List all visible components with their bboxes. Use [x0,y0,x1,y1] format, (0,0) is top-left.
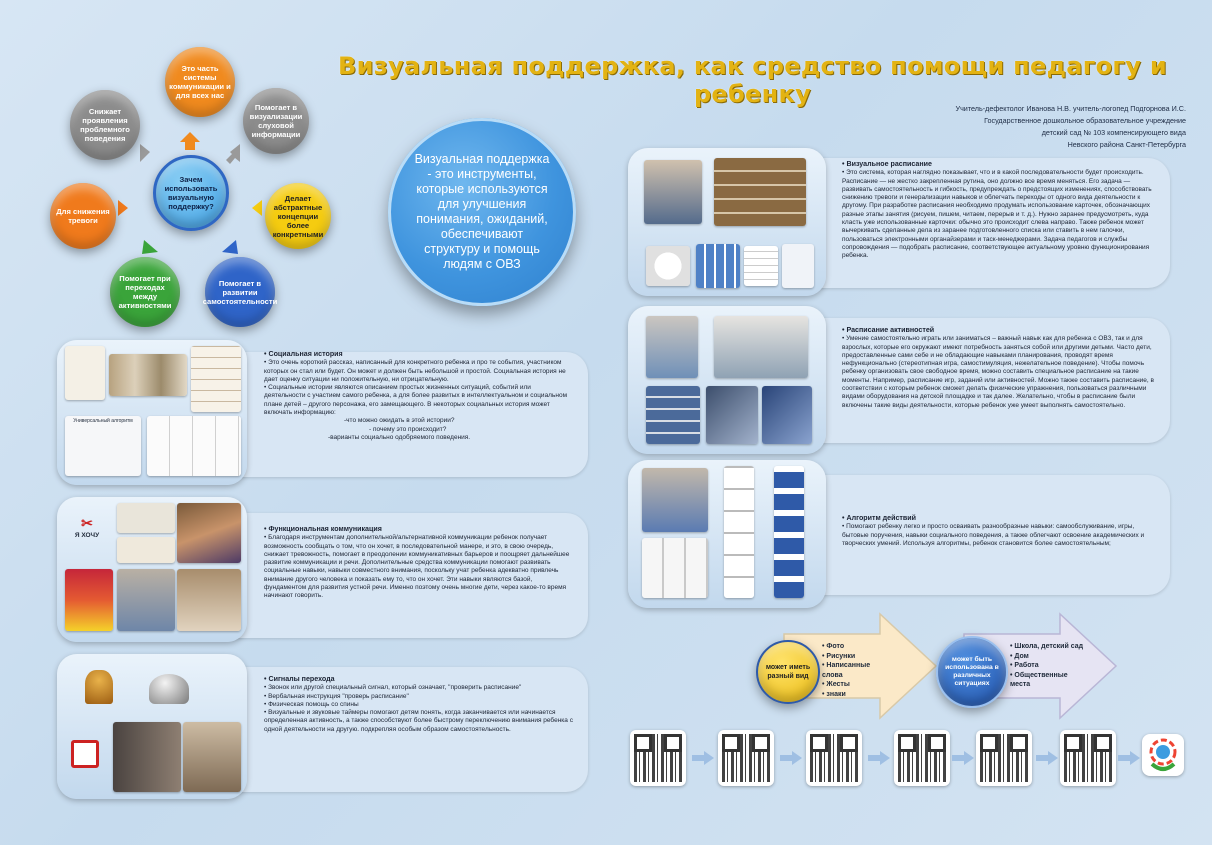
kindergarten-logo [1142,734,1184,776]
schedule-strip-image [696,244,740,288]
author-line: Государственное дошкольное образовательное учреждение [984,116,1186,125]
diagram-node-independence [202,257,278,327]
visual-schedule-p1: Это система, которая наглядно показывает, что и в какой последовательности будет происходить. Расписание — не жестко закрепленная рутина, оно должно все время меняться. Его задача — развивать самостоятельность и гибкость, предупреждать о предстоящих изменениях, способствовать снижению тревоги и генерализации навыков и облегчать переходы от одного вида деятельности к другому. При разработке расписания необходимо продумать использование карточек, обозначающих разные этапы занятия (рисуем, пишем, читаем, перерыв и т. д.). Нужно заранее предусмотреть, куда класть уже использованные карточки: обычно это происходит слева направо. Также ребенок может вычеркивать сделанные дела из заранее подготовленного списка или ставить в нем галочки, пользоваться электронными органайзерами и таск-менеджерами. Задача педагогов и службы сопровождения — подобрать расписание, соответствующее актуальному уровню функционирования ребенка. [842,169,1152,260]
situations-item: • Общественные места [1010,671,1088,690]
algorithm-heading: Алгоритм действий [846,514,916,522]
diagram-center [153,155,229,231]
activity-schedule-p1: Умение самостоятельно играть или заниматься – важный навык как для ребенка с ОВЗ, так и для взрослых, которые его окружают имеют потребность заняться собой или другими детьми. Часто дети, предоставленные сами себе и не обладающие навыками планирования, проводят время нефункционально (стереотипная игра, самостимуляция, нежелательное поведение). Чтобы помочь ребенку организовать свое свободное время, можно составить специальное расписание на такие моменты. Например, расписание игр, заданий или активностей. Можно также составить расписание, в соответствии с которым ребенок сможет делать физические упражнения, пользоваться различными видами оборудования на детской площадке и так далее. Желательно, чтобы в расписание были включены такие виды деятельности, которые ребенок уже умеет выполнять самостоятельно. [842,335,1154,409]
diagram-center-text: Зачем использовать визуальную поддержку? [164,175,218,211]
universal-algorithm-image [65,416,141,476]
forms-list [822,642,892,699]
cards-photo [117,503,175,533]
diagram-node-abstract [265,183,331,249]
forms-circle-text: может иметь разный вид [765,664,811,680]
folder-photo [706,386,758,444]
checklist-image [744,246,778,286]
definition-text: Визуальная поддержка - это инструменты, которые используются для улучшения понимания, ожиданий, обеспечивают структуру и помощь людям с ОВЗ [414,152,550,271]
social-story-text: • Социальная история • Это очень короткий рассказ, написанный для конкретного ребенка и про те события, участником которых он стал или будет. Он может и должен быть небольшой и простой. Социальная история не дает оценку ситуации ни положительную, ни отрицательную. • Социальные истории являются описанием простых жизненных ситуаций, событий или деятельности с участием самого ребенка, а для более развитых в интеллектуальном и социальном плане детей – другого персонажа, его замещающего. В некоторых социальных история может включать информацию: -что можно ожидать в этой истории? - почему это происходит? -варианты социально одобряемого поведения. [264,350,574,442]
signal-item: Вербальная инструкция "проверь расписание" [268,692,409,700]
forms-item: • Написанные слова [822,661,892,680]
functional-communication-images [57,497,247,642]
activity-schedule-text: • Расписание активностей • Умение самостоятельно играть или заниматься – важный навык как для ребенка с ОВЗ, так и для взрослых, которые его окружают имеют потребность заняться собой или другими детьми. Часто дети, предоставленные сами себе и не обладающие навыками планирования, проводят время нефункционально (стереотипная игра, самостимуляция, нежелательное поведение). Чтобы помочь ребенку организовать свое свободное время, можно составить специальное расписание на такие моменты. Например, расписание игр, заданий или активностей. Можно также составить расписание, в соответствии с которым ребенок сможет делать физические упражнения, пользоваться различными видами оборудования на детской площадке и так далее. Желательно, чтобы в расписание были включены такие виды деятельности, которые ребенок уже умеет выполнять самостоятельно. [842,326,1154,409]
poster-title: Визуальная поддержка, как средство помощи педагогу и ребенку [338,52,1167,108]
diagram-node-anxiety [50,183,116,249]
desk-bell-icon [149,674,189,704]
forms-item: • Рисунки [822,652,892,662]
arrow-icon [1118,751,1140,765]
teacher-photo [177,503,241,563]
signal-item: Визуальные и звуковые таймеры помогают детям понять, когда заканчивается или начинается определенная активность, а также способствуют более быстрому переключению внимания ребенка с одной деятельности на другую. подкрепляя особым образом самостоятельность. [264,709,573,733]
why-diagram [40,40,340,340]
qr-code[interactable] [806,730,862,786]
arrow-icon [780,751,802,765]
author-line: детский сад № 103 компенсирующего вида [1041,128,1186,137]
classroom-shelves-photo [714,316,808,378]
signal-item: Звонок или другой специальный сигнал, который означает, "проверить расписание" [268,684,522,692]
diagram-node-auditory [243,88,309,154]
diagram-node-text: Помогает в визуализации слуховой информации [249,103,303,139]
sequence-cards-image [642,538,708,598]
phone-app-image [782,244,814,288]
social-story-p2: Социальные истории являются описанием простых жизненных ситуаций, событий или деятельности с участием самого ребенка, а для более развитых в интеллектуальном и социальном плане детей – другого персонажа, его замещающего. В некоторых социальных история может включать информацию: [264,384,568,417]
emotion-cards-image [191,346,241,412]
author-line: Учитель-дефектолог Иванова Н.В. учитель-логопед Подгорнова И.С. [955,104,1186,113]
social-story-photo-strip [109,354,187,396]
diagram-node-text: Снижает проявления проблемного поведения [80,107,130,143]
diagram-node-text: Делает абстрактные концепции более конкретными [272,193,324,239]
schedule-board-photo [714,158,806,226]
activity-schedule-heading: Расписание активностей [846,326,935,334]
signal-item: Физическая помощь со спины [268,700,359,708]
situations-item: • Школа, детский сад [1010,642,1088,652]
child-floor-photo [177,569,241,631]
social-story-p1: Это очень короткий рассказ, написанный для конкретного ребенка и про те события, участником которых он стал или будет. Он может и должен быть небольшой и простой. Социальная история не дает оценку ситуации ни положительную, ни отрицательную. [264,359,566,383]
situations-circle [936,636,1008,708]
diagram-node-text: Помогает при переходах между активностями [118,274,172,310]
visual-schedule-images [628,148,826,296]
situations-item: • Работа [1010,661,1088,671]
social-story-images [57,340,247,485]
forms-item: • знаки [822,690,892,700]
bell-icon [85,670,113,704]
child-at-board-photo [644,160,702,224]
universal-algorithm-label: Универсальный алгоритм [73,418,133,424]
arrow-icon [868,751,890,765]
author-line: Невского района Санкт-Петербурга [1067,140,1186,149]
diagram-node-text: Для снижения тревоги [56,207,110,225]
qr-code[interactable] [894,730,950,786]
cards-photo-2 [117,537,175,563]
diagram-node-behavior [70,90,140,160]
binder-photo [762,386,812,444]
algorithm-text: • Алгоритм действий • Помогают ребенку легко и просто осваивать разнообразные навыки: самообслуживание, игры, бытовые поручения, навыки социального поведения, а также облегчают освоение академических и творческих умений. Используя алгоритмы, ребенок становится более самостоятельным; [842,514,1145,547]
child-table-photo [117,569,175,631]
functional-communication-text: • Функциональная коммуникация • Благодаря инструментам дополнительной/альтернативной коммуникации ребенок получает возможность сообщать о том, что он хочет, в последовательной манере, и это, в свою очередь, снижает тревожность, помогает в преодолении коммуникативных барьеров и поощряет дальнейшее развитие коммуникации и речи. Дополнительные средства коммуникации помогают развивать социальные навыки, навыки совместного внимания, поскольку учат ребенка адекватно привлечь внимание другого человека и показать ему то, что он хочет. Эти навыки являются базой, фундаментом для развития устной речи. Именно поэтому очень многие дети, через какое-то время начинают говорить. [264,525,570,600]
activity-schedule-images [628,306,826,454]
qr-code[interactable] [976,730,1032,786]
sketch-story-image [147,416,241,476]
social-story-q3: -варианты социально одобряемого поведения. [328,433,471,441]
definition-circle [388,118,576,306]
transition-signals-heading: Сигналы перехода [268,675,335,683]
visual-schedule-text: • Визуальное расписание • Это система, которая наглядно показывает, что и в какой последовательности будет происходить. Расписание — не жестко закрепленная рутина, оно должно все время меняться. Его задача — развивать самостоятельность и гибкость, предупреждать о предстоящих изменениях, способствовать снижению тревоги и генерализации навыков и облегчать переходы от одного вида деятельности к другому. При разработке расписания необходимо продумать использование карточек, обозначающих разные этапы занятия (рисуем, пишем, читаем, перерыв и т. д.). Нужно заранее предусмотреть, куда класть уже использованные карточки: обычно это происходит слева направо. Также ребенок может вычеркивать сделанные дела из заранее подготовленного списка или ставить в нем галочки, пользоваться электронными органайзерами и таск-менеджерами. Задача педагогов и службы сопровождения — подобрать расписание, соответствующее актуальному уровню функционирования ребенка. [842,160,1152,260]
child-dressing-photo [642,468,708,532]
situations-list [1010,642,1088,690]
diagram-node-transitions [110,257,180,327]
social-story-q2: - почему это происходит? [369,425,447,433]
clothing-algorithm-strip [774,466,804,598]
forms-circle [756,640,820,704]
timer-icon [71,740,99,768]
situations-circle-text: может быть использована в различных ситуациях [945,656,999,687]
i-want-label: Я ХОЧУ [74,532,100,539]
i-want-card: ✂ Я ХОЧУ [74,515,100,539]
algorithm-images [628,460,826,608]
arrow-icon [952,751,974,765]
authors-block [766,103,1186,151]
social-story-q1: -что можно ожидать в этой истории? [344,417,455,425]
social-story-card-image [65,346,105,400]
qr-code[interactable] [1060,730,1116,786]
diagram-node-communication [165,47,235,117]
vertical-algorithm-strip [724,466,754,598]
social-story-heading: Социальная история [268,350,343,358]
functional-communication-p1: Благодаря инструментам дополнительной/альтернативной коммуникации ребенок получает возможность сообщать о том, что он хочет, в последовательной манере, и это, в свою очередь, снижает тревожность, помогает в преодолении коммуникативных барьеров и поощряет дальнейшее развитие коммуникации и речи. Дополнительные средства коммуникации помогают развивать социальные навыки, навыки совместного внимания, поскольку учат ребенка адекватно привлечь внимание другого человека и показать ему то, что он хочет. Эти навыки являются базой, фундаментом для развития устной речи. Именно поэтому очень многие дети, через какое-то время начинают говорить. [264,534,570,600]
door-photo [113,722,181,792]
room-photo [183,722,241,792]
forms-item: • Жесты [822,680,892,690]
red-board-photo [65,569,113,631]
logo-icon [1142,734,1184,776]
diagram-node-text: Это часть системы коммуникации и для всех нас [169,64,231,100]
diagram-node-text: Помогает в развитии самостоятельности [202,278,278,306]
forms-item: • Фото [822,642,892,652]
functional-communication-heading: Функциональная коммуникация [268,525,382,533]
transition-signals-text: • Сигналы перехода • Звонок или другой специальный сигнал, который означает, "проверить расписание" • Вербальная инструкция "проверь расписание" • Физическая помощь со спины • Визуальные и звуковые таймеры помогают детям понять, когда заканчивается или начинается определенная активность, а также способствуют более быстрому переключению внимания ребенка с одной деятельности на другую. подкрепляя особым образом самостоятельность. [264,675,573,733]
situations-item: • Дом [1010,652,1088,662]
clock-card-image [646,246,690,286]
child-table-task-photo [646,316,698,378]
arrow-icon [692,751,714,765]
algorithm-p1: Помогают ребенку легко и просто осваивать разнообразные навыки: самообслуживание, игры, бытовые поручения, навыки социального поведения, а также облегчают освоение академических и творческих умений. Используя алгоритмы, ребенок становится более самостоятельным; [842,523,1145,547]
transition-signals-images [57,654,247,799]
qr-code[interactable] [718,730,774,786]
qr-code[interactable] [630,730,686,786]
visual-schedule-heading: Визуальное расписание [846,160,932,168]
arrow-icon [1036,751,1058,765]
boxes-shelf-photo [646,386,700,444]
